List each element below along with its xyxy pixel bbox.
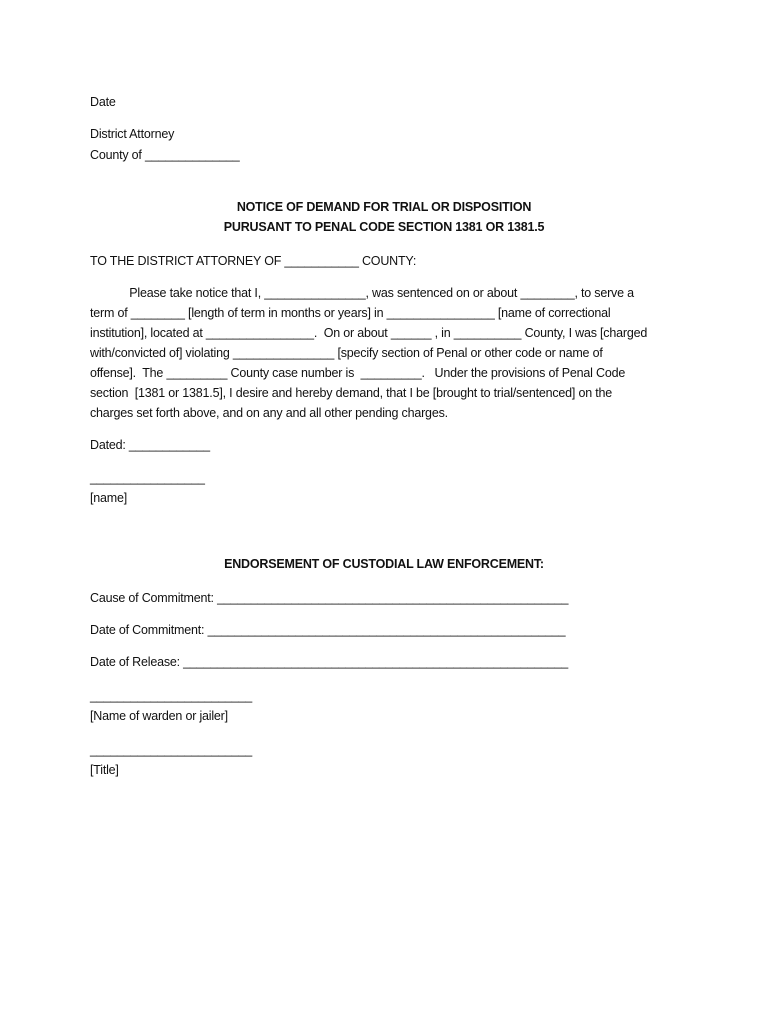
body-line: offense]. The _________ County case number is _________. Under the provisions of Penal Code: [90, 366, 626, 380]
warden-label: [Name of warden or jailer]: [90, 709, 228, 723]
body-line: section [1381 or 1381.5], I desire and hereby demand, that I be [brought to trial/sentenced] on the: [90, 386, 613, 400]
body-line: Please take notice that I, _______________, was sentenced on or about ________, to serve a: [90, 286, 634, 300]
cause-of-commitment: Cause of Commitment: ____________________________________________________: [90, 591, 569, 605]
body-line: institution], located at ________________. On or about ______ , in __________ County, I was [charged: [90, 326, 648, 340]
addressee: District Attorney: [90, 127, 175, 141]
body-line: charges set forth above, and on any and all other pending charges.: [90, 406, 448, 420]
body-line: term of ________ [length of term in months or years] in ________________ [name of correctional: [90, 306, 611, 320]
county-line: County of ______________: [90, 148, 240, 162]
dated-line: Dated: ____________: [90, 438, 210, 452]
endorsement-heading: ENDORSEMENT OF CUSTODIAL LAW ENFORCEMENT:: [224, 557, 544, 571]
title-line-2: PURUSANT TO PENAL CODE SECTION 1381 OR 1381.5: [223, 220, 545, 234]
warden-signature-line: ________________________: [90, 689, 253, 703]
signature-name: [name]: [90, 491, 128, 505]
date-of-commitment: Date of Commitment: _____________________________________________________: [90, 623, 566, 637]
salutation: TO THE DISTRICT ATTORNEY OF ___________ COUNTY:: [90, 254, 417, 268]
date-of-release: Date of Release: _________________________________________________________: [90, 655, 569, 669]
body-paragraph: [90, 283, 690, 423]
title-line-1: NOTICE OF DEMAND FOR TRIAL OR DISPOSITION: [236, 200, 532, 214]
title-signature-line: ________________________: [90, 743, 253, 757]
date-label: Date: [90, 95, 116, 109]
title-label: [Title]: [90, 763, 119, 777]
body-line: with/convicted of] violating _______________ [specify section of Penal or other code or name of: [90, 346, 603, 360]
signature-line: _________________: [90, 471, 205, 485]
